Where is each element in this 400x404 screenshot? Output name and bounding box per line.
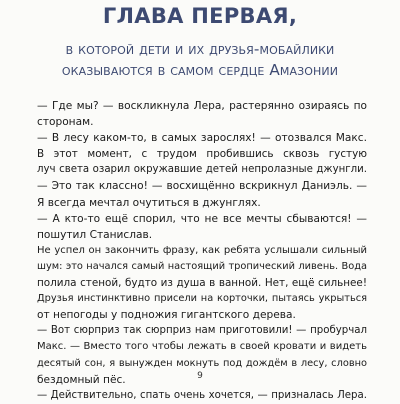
page-number: 9 <box>197 371 203 381</box>
text-line: Друзья инстинктивно присели на корточки, пытаясь укрыться <box>37 293 367 305</box>
text-line: сторонам. <box>37 116 94 129</box>
chapter-title: ГЛАВА ПЕРВАЯ, <box>102 4 298 28</box>
chapter-subtitle-line-2: оказываются в самом сердце Амазонии <box>61 61 339 79</box>
text-line: — А кто-то ещё спорил, что не все мечты сбываются! — <box>37 212 367 225</box>
text-line: В этот момент, с трудом пробившись сквозь густую <box>37 148 367 161</box>
text-line: пошутил Станислав. <box>37 228 153 241</box>
text-line: — Это так классно! — восхищённо вскрикнул Даниэль. — <box>37 180 367 193</box>
text-line: Макс. — Вместо того чтобы лежать в своей кровати и видеть <box>37 341 367 353</box>
text-line: от непогоды у подножия гигантского дерева. <box>37 309 296 322</box>
text-line: Я всегда мечтал очутиться в джунглях. <box>37 196 261 209</box>
chapter-subtitle-line-1: в которой дети и их друзья-мобайлики <box>65 40 335 58</box>
text-line: — В лесу каком-то, в самых зарослях! — отозвался Макс. <box>37 132 367 145</box>
text-line: — Действительно, спать очень хочется, — призналась Лера. <box>37 389 367 401</box>
text-line: — Вот сюрприз так сюрприз нам приготовили! — пробурчал <box>37 325 367 337</box>
text-line: полила стеной, будто из душа в ванной. Нет, ещё сильнее! <box>37 277 367 290</box>
text-line: — Где мы? — воскликнула Лера, растерянно озираясь по <box>37 100 367 112</box>
text-line: бездомный пёс. <box>37 373 126 386</box>
chapter-body-text <box>37 98 367 404</box>
text-line: десятый сон, я вынужден мокнуть под дождём в лесу, словно <box>37 357 367 369</box>
text-line: шум: это начался самый настоящий тропический ливень. Вода <box>37 260 367 272</box>
text-line: луч света озарил окружавшие детей непролазные джунгли. <box>37 164 367 176</box>
text-line: Не успел он закончить фразу, как ребята услышали сильный <box>37 244 367 256</box>
